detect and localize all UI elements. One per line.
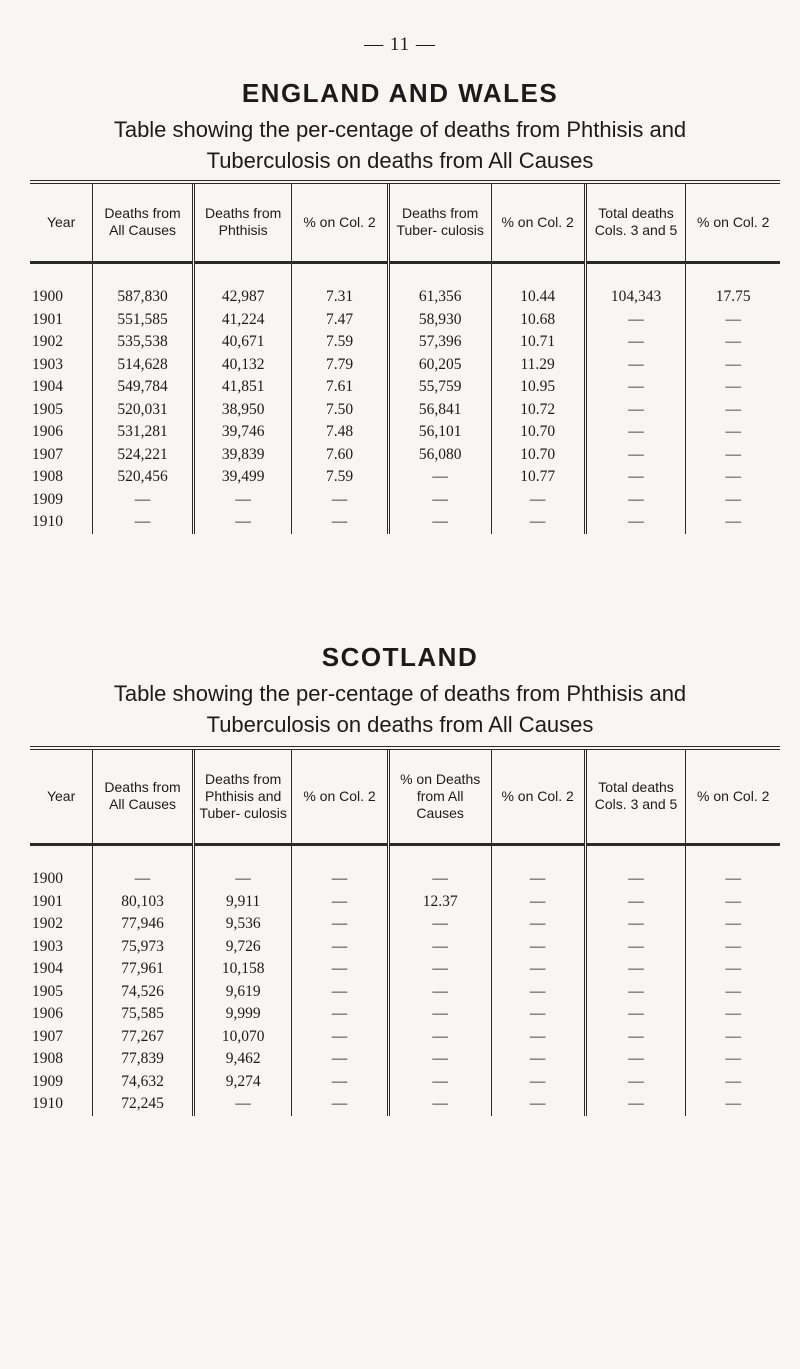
spacer-cell	[686, 844, 780, 868]
cell-deaths-tuberculosis: —	[388, 1093, 491, 1116]
cell-deaths-tuberculosis: 12.37	[388, 891, 491, 914]
cell-deaths-all-causes: 80,103	[93, 891, 194, 914]
england-heading: ENGLAND AND WALES	[241, 78, 559, 108]
table-row	[30, 1071, 780, 1094]
cell-percent: 10.71	[491, 331, 585, 354]
cell-percent: 17.75	[686, 286, 780, 309]
cell-year: 1900	[32, 288, 63, 305]
cell-percent: 10.77	[491, 466, 585, 489]
spacer-cell	[93, 262, 194, 286]
cell-total-deaths: —	[585, 981, 686, 1004]
cell-deaths-all-causes: —	[93, 511, 194, 534]
cell-percent: —	[491, 981, 585, 1004]
cell-deaths-phthisis: 39,839	[193, 444, 292, 467]
cell-percent: 7.48	[292, 421, 388, 444]
cell-deaths-all-causes: 77,961	[93, 958, 194, 981]
cell-percent: —	[686, 913, 780, 936]
header-percent-deaths-all-causes: % on Deaths from All Causes	[388, 748, 491, 844]
header-percent-col2: % on Col. 2	[686, 182, 780, 262]
cell-percent: 10.70	[491, 444, 585, 467]
cell-percent: —	[292, 913, 388, 936]
england-subtitle-line2: Tuberculosis on deaths from All Causes	[206, 148, 594, 173]
scotland-subtitle-line1: Table showing the per-centage of deaths from Phthisis and	[113, 681, 687, 706]
cell-percent: —	[292, 1093, 388, 1116]
cell-deaths-all-causes: 77,946	[93, 913, 194, 936]
cell-deaths-all-causes: 587,830	[93, 286, 194, 309]
cell-percent: 10.70	[491, 421, 585, 444]
cell-total-deaths: —	[585, 868, 686, 891]
cell-year: 1905	[32, 400, 63, 418]
table-row	[30, 1026, 780, 1049]
cell-deaths-all-causes: 77,267	[93, 1026, 194, 1049]
cell-percent: —	[491, 1071, 585, 1094]
cell-total-deaths: 104,343	[585, 286, 686, 309]
cell-percent: 7.60	[292, 444, 388, 467]
england-table	[30, 180, 780, 534]
spacer-cell	[388, 262, 491, 286]
cell-percent: —	[686, 399, 780, 422]
cell-deaths-phthisis: 39,746	[193, 421, 292, 444]
table-row	[30, 891, 780, 914]
cell-percent: —	[292, 936, 388, 959]
cell-year: 1900	[32, 870, 63, 887]
cell-deaths-all-causes: 549,784	[93, 376, 194, 399]
cell-deaths-all-causes: 74,526	[93, 981, 194, 1004]
england-subtitle	[30, 114, 770, 176]
cell-percent: —	[686, 444, 780, 467]
table-row	[30, 1003, 780, 1026]
cell-percent: —	[686, 958, 780, 981]
cell-percent: —	[491, 489, 585, 512]
cell-deaths-phthisis: 40,132	[193, 354, 292, 377]
table-row	[30, 421, 780, 444]
cell-percent: —	[292, 958, 388, 981]
cell-percent: —	[686, 466, 780, 489]
cell-total-deaths: —	[585, 1026, 686, 1049]
cell-total-deaths: —	[585, 399, 686, 422]
cell-percent: 10.72	[491, 399, 585, 422]
cell-deaths-phthisis: —	[193, 1093, 292, 1116]
cell-percent: —	[686, 376, 780, 399]
cell-deaths-phthisis: 9,999	[193, 1003, 292, 1026]
cell-deaths-phthisis: 9,536	[193, 913, 292, 936]
cell-deaths-all-causes: 75,973	[93, 936, 194, 959]
cell-year: 1901	[32, 892, 63, 910]
cell-deaths-phthisis: 9,726	[193, 936, 292, 959]
cell-year: 1903	[32, 355, 63, 373]
cell-deaths-tuberculosis: —	[388, 981, 491, 1004]
header-percent-col2: % on Col. 2	[292, 748, 388, 844]
spacer-cell	[93, 844, 194, 868]
cell-deaths-phthisis: 42,987	[193, 286, 292, 309]
cell-deaths-all-causes: —	[93, 489, 194, 512]
cell-total-deaths: —	[585, 1093, 686, 1116]
cell-deaths-all-causes: 72,245	[93, 1093, 194, 1116]
spacer-cell	[292, 844, 388, 868]
cell-percent: 7.59	[292, 331, 388, 354]
cell-year: 1905	[32, 982, 63, 1000]
cell-deaths-tuberculosis: 56,080	[388, 444, 491, 467]
table-row	[30, 286, 780, 309]
cell-percent: 10.44	[491, 286, 585, 309]
cell-percent: 11.29	[491, 354, 585, 377]
table-row	[30, 444, 780, 467]
cell-deaths-tuberculosis: 60,205	[388, 354, 491, 377]
cell-deaths-tuberculosis: —	[388, 913, 491, 936]
cell-percent: —	[686, 354, 780, 377]
cell-total-deaths: —	[585, 958, 686, 981]
scotland-subtitle	[30, 678, 770, 740]
cell-deaths-phthisis: 10,158	[193, 958, 292, 981]
cell-year: 1909	[32, 490, 63, 508]
cell-deaths-tuberculosis: —	[388, 1071, 491, 1094]
spacer-cell	[686, 262, 780, 286]
cell-deaths-phthisis: 10,070	[193, 1026, 292, 1049]
table-row	[30, 466, 780, 489]
table-row	[30, 981, 780, 1004]
cell-deaths-phthisis: —	[193, 489, 292, 512]
header-percent-col2: % on Col. 2	[491, 748, 585, 844]
cell-year: 1908	[32, 1050, 63, 1067]
cell-year: 1908	[32, 468, 63, 485]
cell-deaths-phthisis: 9,619	[193, 981, 292, 1004]
cell-total-deaths: —	[585, 466, 686, 489]
cell-total-deaths: —	[585, 1003, 686, 1026]
cell-deaths-tuberculosis: 61,356	[388, 286, 491, 309]
cell-total-deaths: —	[585, 354, 686, 377]
spacer-cell	[193, 844, 292, 868]
cell-percent: —	[686, 1093, 780, 1116]
cell-deaths-all-causes: 524,221	[93, 444, 194, 467]
spacer-cell	[30, 844, 93, 868]
page-number: — 11 —	[364, 34, 436, 55]
cell-year: 1902	[32, 333, 63, 350]
cell-percent: —	[686, 868, 780, 891]
table-row	[30, 511, 780, 534]
cell-total-deaths: —	[585, 913, 686, 936]
cell-deaths-phthisis: 39,499	[193, 466, 292, 489]
england-subtitle-line1: Table showing the per-centage of deaths from Phthisis and	[113, 117, 687, 142]
cell-percent: —	[491, 958, 585, 981]
cell-percent: —	[292, 489, 388, 512]
header-total-deaths: Total deaths Cols. 3 and 5	[585, 182, 686, 262]
table-row	[30, 936, 780, 959]
cell-year: 1903	[32, 937, 63, 955]
cell-deaths-tuberculosis: —	[388, 936, 491, 959]
cell-deaths-tuberculosis: 55,759	[388, 376, 491, 399]
cell-percent: —	[491, 1003, 585, 1026]
scotland-subtitle-line2: Tuberculosis on deaths from All Causes	[206, 712, 594, 737]
cell-deaths-phthisis: 41,851	[193, 376, 292, 399]
cell-total-deaths: —	[585, 489, 686, 512]
cell-deaths-tuberculosis: —	[388, 1003, 491, 1026]
cell-percent: —	[686, 309, 780, 332]
header-percent-col2: % on Col. 2	[292, 182, 388, 262]
cell-deaths-tuberculosis: —	[388, 489, 491, 512]
cell-percent: —	[686, 1048, 780, 1071]
cell-deaths-phthisis: 38,950	[193, 399, 292, 422]
cell-percent: —	[686, 936, 780, 959]
cell-total-deaths: —	[585, 444, 686, 467]
cell-percent: —	[686, 981, 780, 1004]
cell-year: 1909	[32, 1072, 63, 1090]
header-deaths-all-causes: Deaths from All Causes	[93, 182, 194, 262]
cell-deaths-all-causes: 551,585	[93, 309, 194, 332]
table-row	[30, 489, 780, 512]
cell-deaths-all-causes: 520,456	[93, 466, 194, 489]
table-row	[30, 1093, 780, 1116]
cell-year: 1906	[32, 423, 63, 440]
cell-year: 1910	[32, 1095, 63, 1112]
cell-year: 1901	[32, 310, 63, 328]
cell-percent: —	[686, 1071, 780, 1094]
cell-percent: 10.95	[491, 376, 585, 399]
spacer-cell	[491, 844, 585, 868]
table-row	[30, 331, 780, 354]
cell-percent: —	[686, 331, 780, 354]
cell-deaths-all-causes: 75,585	[93, 1003, 194, 1026]
cell-percent: —	[491, 891, 585, 914]
cell-percent: 7.61	[292, 376, 388, 399]
cell-total-deaths: —	[585, 309, 686, 332]
cell-percent: —	[491, 913, 585, 936]
cell-total-deaths: —	[585, 511, 686, 534]
table-row	[30, 868, 780, 891]
cell-deaths-tuberculosis: 56,101	[388, 421, 491, 444]
cell-deaths-tuberculosis: —	[388, 1026, 491, 1049]
table-row	[30, 354, 780, 377]
cell-deaths-phthisis: 9,274	[193, 1071, 292, 1094]
cell-percent: —	[686, 891, 780, 914]
spacer-cell	[388, 844, 491, 868]
cell-total-deaths: —	[585, 936, 686, 959]
cell-deaths-phthisis: 41,224	[193, 309, 292, 332]
spacer-cell	[193, 262, 292, 286]
cell-percent: —	[491, 1093, 585, 1116]
table-row	[30, 913, 780, 936]
header-year: Year	[46, 787, 76, 804]
table-row	[30, 309, 780, 332]
cell-deaths-tuberculosis: —	[388, 868, 491, 891]
cell-percent: —	[686, 421, 780, 444]
spacer-cell	[491, 262, 585, 286]
cell-deaths-tuberculosis: —	[388, 1048, 491, 1071]
cell-percent: —	[292, 511, 388, 534]
cell-percent: —	[686, 1003, 780, 1026]
cell-percent: —	[292, 1071, 388, 1094]
header-percent-col2: % on Col. 2	[491, 182, 585, 262]
cell-percent: —	[491, 1048, 585, 1071]
cell-percent: 7.47	[292, 309, 388, 332]
cell-deaths-tuberculosis: 57,396	[388, 331, 491, 354]
scotland-heading: SCOTLAND	[321, 642, 479, 672]
cell-deaths-phthisis: 40,671	[193, 331, 292, 354]
cell-total-deaths: —	[585, 331, 686, 354]
cell-deaths-all-causes: 74,632	[93, 1071, 194, 1094]
cell-percent: —	[292, 1026, 388, 1049]
cell-year: 1907	[32, 445, 63, 463]
cell-deaths-tuberculosis: 58,930	[388, 309, 491, 332]
cell-deaths-tuberculosis: 56,841	[388, 399, 491, 422]
scotland-table	[30, 746, 780, 1116]
cell-percent: —	[292, 891, 388, 914]
cell-percent: —	[686, 489, 780, 512]
cell-deaths-all-causes: 77,839	[93, 1048, 194, 1071]
header-deaths-tuberculosis: Deaths from Tuber- culosis	[388, 182, 491, 262]
cell-deaths-phthisis: 9,462	[193, 1048, 292, 1071]
cell-deaths-all-causes: 535,538	[93, 331, 194, 354]
cell-deaths-tuberculosis: —	[388, 511, 491, 534]
cell-percent: 10.68	[491, 309, 585, 332]
cell-deaths-phthisis: —	[193, 511, 292, 534]
header-deaths-phthisis-tuberculosis: Deaths from Phthisis and Tuber- culosis	[193, 748, 292, 844]
cell-percent: 7.31	[292, 286, 388, 309]
cell-percent: 7.50	[292, 399, 388, 422]
cell-deaths-tuberculosis: —	[388, 466, 491, 489]
table-row	[30, 376, 780, 399]
header-percent-col2: % on Col. 2	[686, 748, 780, 844]
header-deaths-all-causes: Deaths from All Causes	[93, 748, 194, 844]
cell-year: 1904	[32, 378, 63, 395]
spacer-cell	[585, 262, 686, 286]
cell-percent: —	[491, 868, 585, 891]
spacer-cell	[292, 262, 388, 286]
cell-deaths-all-causes: 520,031	[93, 399, 194, 422]
cell-year: 1910	[32, 513, 63, 530]
cell-total-deaths: —	[585, 1071, 686, 1094]
cell-total-deaths: —	[585, 1048, 686, 1071]
cell-year: 1906	[32, 1005, 63, 1022]
cell-percent: —	[292, 981, 388, 1004]
cell-percent: —	[491, 1026, 585, 1049]
cell-percent: 7.59	[292, 466, 388, 489]
cell-percent: —	[292, 868, 388, 891]
cell-year: 1904	[32, 960, 63, 977]
cell-deaths-phthisis: 9,911	[193, 891, 292, 914]
cell-deaths-tuberculosis: —	[388, 958, 491, 981]
cell-total-deaths: —	[585, 376, 686, 399]
cell-total-deaths: —	[585, 421, 686, 444]
cell-percent: —	[292, 1003, 388, 1026]
table-row	[30, 1048, 780, 1071]
cell-percent: —	[491, 936, 585, 959]
cell-year: 1902	[32, 915, 63, 932]
header-deaths-phthisis: Deaths from Phthisis	[193, 182, 292, 262]
spacer-cell	[30, 262, 93, 286]
header-total-deaths: Total deaths Cols. 3 and 5	[585, 748, 686, 844]
cell-deaths-all-causes: —	[93, 868, 194, 891]
cell-total-deaths: —	[585, 891, 686, 914]
cell-percent: —	[292, 1048, 388, 1071]
table-row	[30, 958, 780, 981]
cell-percent: —	[686, 1026, 780, 1049]
cell-deaths-all-causes: 531,281	[93, 421, 194, 444]
cell-percent: 7.79	[292, 354, 388, 377]
cell-deaths-phthisis: —	[193, 868, 292, 891]
cell-year: 1907	[32, 1027, 63, 1045]
header-year: Year	[46, 213, 76, 230]
cell-percent: —	[686, 511, 780, 534]
cell-deaths-all-causes: 514,628	[93, 354, 194, 377]
table-row	[30, 399, 780, 422]
spacer-cell	[585, 844, 686, 868]
cell-percent: —	[491, 511, 585, 534]
